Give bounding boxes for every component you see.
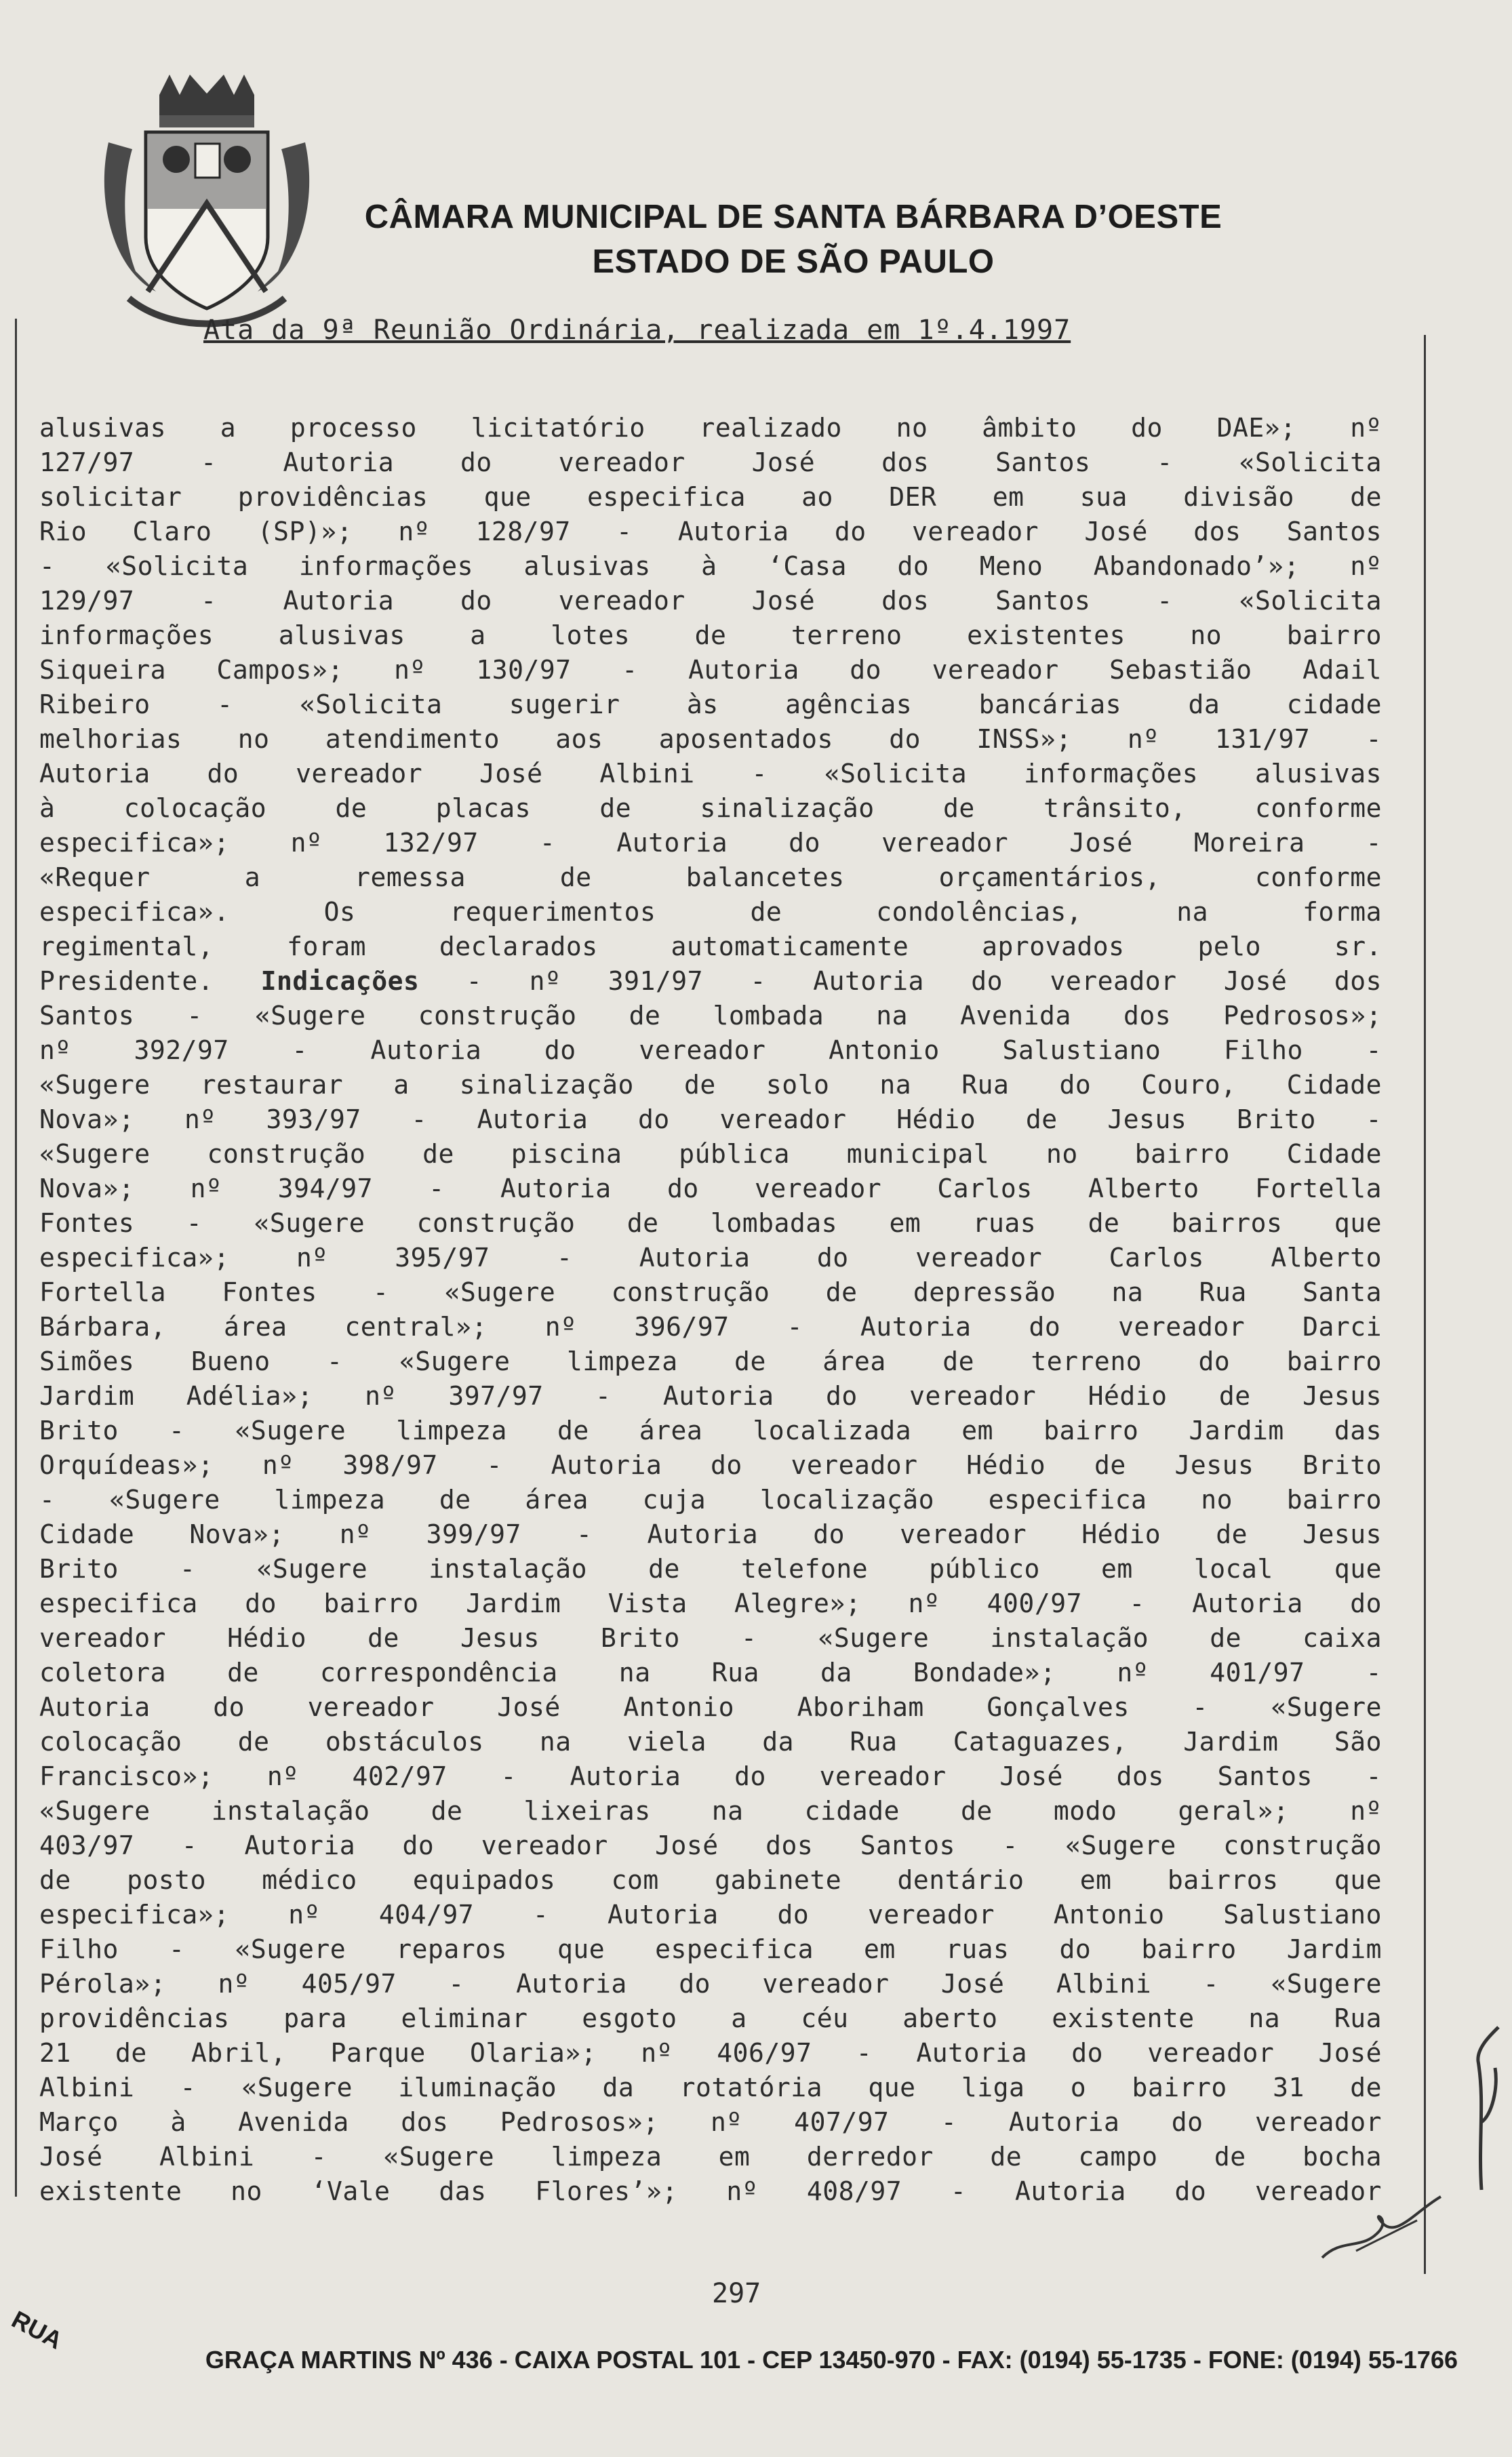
text-line: Brito - «Sugere limpeza de área localizada em bairro Jardim das: [39, 1416, 1382, 1445]
text-line: Pérola»; nº 405/97 - Autoria do vereador José Albini - «Sugere: [39, 1969, 1382, 1999]
text-line: de posto médico equipados com gabinete dentário em bairros que: [39, 1865, 1382, 1895]
text-line: especifica do bairro Jardim Vista Alegre»; nº 400/97 - Autoria do: [39, 1589, 1382, 1618]
text-line: 127/97 - Autoria do vereador José dos Santos - «Solicita: [39, 447, 1382, 477]
text-line: solicitar providências que especifica ao DER em sua divisão de: [39, 482, 1382, 512]
text-line: colocação de obstáculos na viela da Rua Cataguazes, Jardim São: [39, 1727, 1382, 1757]
text-line: alusivas a processo licitatório realizado no âmbito do DAE»; nº: [39, 413, 1382, 443]
text-line: Autoria do vereador José Albini - «Solicita informações alusivas: [39, 759, 1382, 788]
text-line: - «Solicita informações alusivas à ‘Casa do Meno Abandonado’»; nº: [39, 551, 1382, 581]
text-line: 129/97 - Autoria do vereador José dos Santos - «Solicita: [39, 586, 1382, 616]
text-line: «Sugere construção de piscina pública municipal no bairro Cidade: [39, 1139, 1382, 1169]
text-line: Bárbara, área central»; nº 396/97 - Autoria do vereador Darci: [39, 1312, 1382, 1342]
text-line: melhorias no atendimento aos aposentados do INSS»; nº 131/97 -: [39, 724, 1382, 754]
text-segment: Presidente.: [39, 966, 214, 996]
text-line: Santos - «Sugere construção de lombada na Avenida dos Pedrosos»;: [39, 1001, 1382, 1031]
margin-initial-mark: [1458, 2020, 1505, 2197]
text-line: Albini - «Sugere iluminação da rotatória que liga o bairro 31 de: [39, 2073, 1382, 2102]
text-line: Março à Avenida dos Pedrosos»; nº 407/97 - Autoria do vereador: [39, 2107, 1382, 2137]
text-line: Jardim Adélia»; nº 397/97 - Autoria do vereador Hédio de Jesus: [39, 1381, 1382, 1411]
municipal-crest-icon: [95, 68, 319, 339]
text-line: Siqueira Campos»; nº 130/97 - Autoria do vereador Sebastião Adail: [39, 655, 1382, 685]
text-line: Brito - «Sugere instalação de telefone público em local que: [39, 1554, 1382, 1584]
header-subtitle: ESTADO DE SÃO PAULO: [592, 243, 995, 280]
text-line: - «Sugere limpeza de área cuja localização especifica no bairro: [39, 1485, 1382, 1515]
text-line: à colocação de placas de sinalização de trânsito, conforme: [39, 793, 1382, 823]
text-line: regimental, foram declarados automaticamente aprovados pelo sr.: [39, 932, 1382, 961]
text-line: Filho - «Sugere reparos que especifica em ruas do bairro Jardim: [39, 1934, 1382, 1964]
text-line: Fontes - «Sugere construção de lombadas em ruas de bairros que: [39, 1208, 1382, 1238]
text-line: vereador Hédio de Jesus Brito - «Sugere instalação de caixa: [39, 1623, 1382, 1653]
footer-prefix: RUA: [7, 2305, 67, 2355]
left-margin-rule: [15, 319, 17, 2197]
text-line: Autoria do vereador José Antonio Aboriham Gonçalves - «Sugere: [39, 1692, 1382, 1722]
text-line: 21 de Abril, Parque Olaria»; nº 406/97 - Autoria do vereador José: [39, 2038, 1382, 2068]
text-line: Francisco»; nº 402/97 - Autoria do vereador José dos Santos -: [39, 1761, 1382, 1791]
text-line: Cidade Nova»; nº 399/97 - Autoria do vereador Hédio de Jesus: [39, 1519, 1382, 1549]
text-line: José Albini - «Sugere limpeza em derredor de campo de bocha: [39, 2142, 1382, 2172]
header-title: CÂMARA MUNICIPAL DE SANTA BÁRBARA D’OESTE: [364, 199, 1222, 235]
signature-icon: [1315, 2183, 1451, 2271]
text-line: especifica»; nº 132/97 - Autoria do vereador José Moreira -: [39, 828, 1382, 858]
text-line: Nova»; nº 393/97 - Autoria do vereador Hédio de Jesus Brito -: [39, 1104, 1382, 1134]
text-line: Rio Claro (SP)»; nº 128/97 - Autoria do vereador José dos Santos: [39, 517, 1382, 546]
text-line: [39, 964, 1382, 999]
text-line: «Requer a remessa de balancetes orçamentários, conforme: [39, 862, 1382, 892]
text-line: informações alusivas a lotes de terreno existentes no bairro: [39, 620, 1382, 650]
text-line: especifica»; nº 404/97 - Autoria do vereador Antonio Salustiano: [39, 1900, 1382, 1930]
text-line: Fortella Fontes - «Sugere construção de depressão na Rua Santa: [39, 1277, 1382, 1307]
body-text: [39, 411, 1382, 2209]
indicacoes-heading: Indicações: [260, 966, 420, 996]
text-line: Ribeiro - «Solicita sugerir às agências bancárias da cidade: [39, 690, 1382, 719]
text-line: especifica»; nº 395/97 - Autoria do vereador Carlos Alberto: [39, 1243, 1382, 1273]
text-line: «Sugere restaurar a sinalização de solo na Rua do Couro, Cidade: [39, 1070, 1382, 1100]
footer-address: GRAÇA MARTINS Nº 436 - CAIXA POSTAL 101 - CEP 13450-970 - FAX: (0194) 55-1735 - FONE: (0194) 55-1766: [205, 2346, 1458, 2374]
ata-title: Ata da 9ª Reunião Ordinária, realizada em 1º.4.1997: [203, 315, 1071, 346]
text-line: especifica». Os requerimentos de condolências, na forma: [39, 897, 1382, 927]
text-line: nº 392/97 - Autoria do vereador Antonio Salustiano Filho -: [39, 1035, 1382, 1065]
right-margin-rule: [1424, 335, 1426, 2274]
text-line: providências para eliminar esgoto a céu aberto existente na Rua: [39, 2003, 1382, 2033]
text-line: coletora de correspondência na Rua da Bondade»; nº 401/97 -: [39, 1658, 1382, 1687]
text-line: Nova»; nº 394/97 - Autoria do vereador Carlos Alberto Fortella: [39, 1174, 1382, 1203]
text-line: «Sugere instalação de lixeiras na cidade de modo geral»; nº: [39, 1796, 1382, 1826]
text-segment: - nº 391/97 - Autoria do vereador José dos: [466, 966, 1382, 996]
text-line: 403/97 - Autoria do vereador José dos Santos - «Sugere construção: [39, 1831, 1382, 1860]
text-line: Simões Bueno - «Sugere limpeza de área de terreno do bairro: [39, 1346, 1382, 1376]
text-line: existente no ‘Vale das Flores’»; nº 408/97 - Autoria do vereador: [39, 2176, 1382, 2206]
text-line: Orquídeas»; nº 398/97 - Autoria do vereador Hédio de Jesus Brito: [39, 1450, 1382, 1480]
page-number: 297: [712, 2278, 761, 2309]
